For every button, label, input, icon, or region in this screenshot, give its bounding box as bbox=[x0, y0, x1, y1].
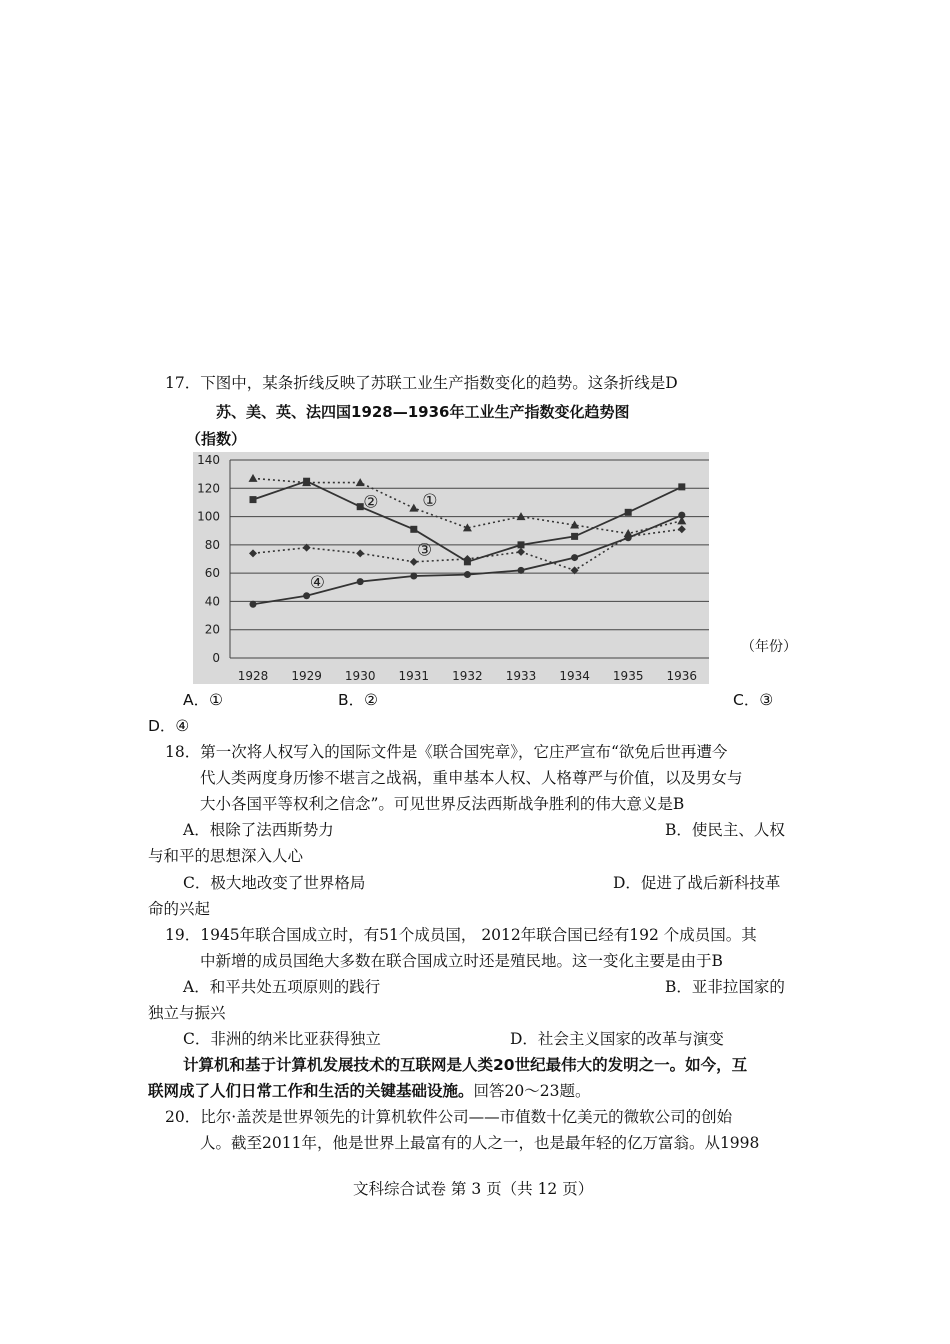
page-footer: 文科综合试卷 第 3 页（共 12 页） bbox=[353, 1180, 594, 1198]
q18-option-d: D．促进了战后新科技革 bbox=[613, 874, 781, 892]
point-circle bbox=[303, 592, 310, 599]
series-label: ③ bbox=[416, 540, 433, 561]
x-tick-label: 1936 bbox=[666, 669, 698, 683]
point-square bbox=[250, 496, 257, 503]
series-label: ④ bbox=[309, 573, 325, 594]
x-tick-label: 1930 bbox=[344, 669, 376, 683]
x-tick-label: 1931 bbox=[398, 669, 430, 683]
y-tick-label: 20 bbox=[204, 622, 220, 637]
q19-line-2: 中新增的成员国绝大多数在联合国成立时还是殖民地。这一变化主要是由于B bbox=[200, 952, 723, 970]
q18-option-b: B．使民主、人权 bbox=[665, 821, 785, 839]
intro-line-2-rest: 回答20～23题。 bbox=[473, 1082, 591, 1100]
y-tick-label: 40 bbox=[204, 594, 220, 609]
q18-option-c: C．极大地改变了世界格局 bbox=[183, 874, 366, 892]
point-square bbox=[678, 483, 685, 490]
q18-option-a: A．根除了法西斯势力 bbox=[183, 821, 334, 839]
q17-option-d: D．④ bbox=[148, 717, 190, 735]
q18-option-b-cont: 与和平的思想深入人心 bbox=[148, 847, 304, 865]
point-circle bbox=[571, 554, 578, 561]
y-tick-label: 60 bbox=[204, 566, 220, 581]
x-tick-label: 1932 bbox=[452, 669, 483, 683]
q18-line-1: 18．第一次将人权写入的国际文件是《联合国宪章》，它庄严宣布“欲免后世再遭今 bbox=[165, 743, 728, 761]
point-circle bbox=[410, 572, 417, 579]
y-tick-label: 120 bbox=[197, 481, 220, 496]
q19-option-c: C．非洲的纳米比亚获得独立 bbox=[183, 1030, 381, 1048]
y-tick-label: 100 bbox=[197, 509, 220, 524]
q19-option-d: D．社会主义国家的改革与演变 bbox=[510, 1030, 724, 1048]
q18-line-2: 代人类两度身历惨不堪言之战祸，重申基本人权、人格尊严与价值，以及男女与 bbox=[200, 769, 743, 787]
q19-option-b: B．亚非拉国家的 bbox=[665, 978, 785, 996]
x-tick-label: 1933 bbox=[505, 669, 537, 683]
intro-line-1: 计算机和基于计算机发展技术的互联网是人类20世纪最伟大的发明之一。如今，互 bbox=[183, 1056, 748, 1074]
intro-line-2-bold: 联网成了人们日常工作和生活的关键基础设施。 bbox=[148, 1082, 474, 1100]
intro-line-2 bbox=[148, 1081, 590, 1101]
point-circle bbox=[678, 512, 685, 519]
point-circle bbox=[250, 601, 257, 608]
point-square bbox=[571, 533, 578, 540]
y-tick-label: 0 bbox=[212, 651, 220, 665]
point-circle bbox=[518, 567, 525, 574]
point-square bbox=[518, 541, 525, 548]
q17-option-c: C．③ bbox=[733, 691, 774, 709]
q20-line-1: 20．比尔·盖茨是世界领先的计算机软件公司——市值数十亿美元的微软公司的创始 bbox=[165, 1108, 733, 1126]
point-circle bbox=[625, 534, 632, 541]
point-square bbox=[625, 509, 632, 516]
line-chart bbox=[193, 452, 709, 684]
x-tick-label: 1928 bbox=[237, 669, 269, 683]
point-square bbox=[303, 478, 310, 485]
x-tick-label: 1934 bbox=[559, 669, 590, 683]
chart-xlabel: （年份） bbox=[741, 639, 797, 655]
point-circle bbox=[464, 571, 471, 578]
q19-option-b-cont: 独立与振兴 bbox=[148, 1004, 226, 1022]
series-label: ② bbox=[363, 492, 379, 513]
x-tick-label: 1929 bbox=[291, 669, 322, 683]
q17-stem: 17．下图中，某条折线反映了苏联工业生产指数变化的趋势。这条折线是D bbox=[165, 374, 678, 392]
chart-background bbox=[193, 452, 709, 684]
chart-title: 苏、美、英、法四国1928—1936年工业生产指数变化趋势图 bbox=[216, 403, 630, 421]
q17-option-b: B．② bbox=[338, 691, 379, 709]
series-label: ① bbox=[422, 491, 438, 512]
q18-line-3: 大小各国平等权利之信念”。可见世界反法西斯战争胜利的伟大意义是B bbox=[200, 795, 685, 813]
y-tick-label: 80 bbox=[204, 537, 220, 552]
x-tick-label: 1935 bbox=[612, 669, 644, 683]
y-tick-label: 140 bbox=[197, 453, 220, 467]
chart-ylabel: （指数） bbox=[186, 430, 247, 448]
q18-option-d-cont: 命的兴起 bbox=[148, 900, 211, 918]
q17-option-a: A．① bbox=[183, 691, 223, 709]
q19-line-1: 19．1945年联合国成立时，有51个成员国， 2012年联合国已经有192 个成员国。其 bbox=[165, 926, 757, 944]
point-circle bbox=[357, 578, 364, 585]
q20-line-2: 人。截至2011年，他是世界上最富有的人之一，也是最年轻的亿万富翁。从1998 bbox=[200, 1134, 760, 1152]
q19-option-a: A．和平共处五项原则的践行 bbox=[183, 978, 381, 996]
point-square bbox=[410, 526, 417, 533]
